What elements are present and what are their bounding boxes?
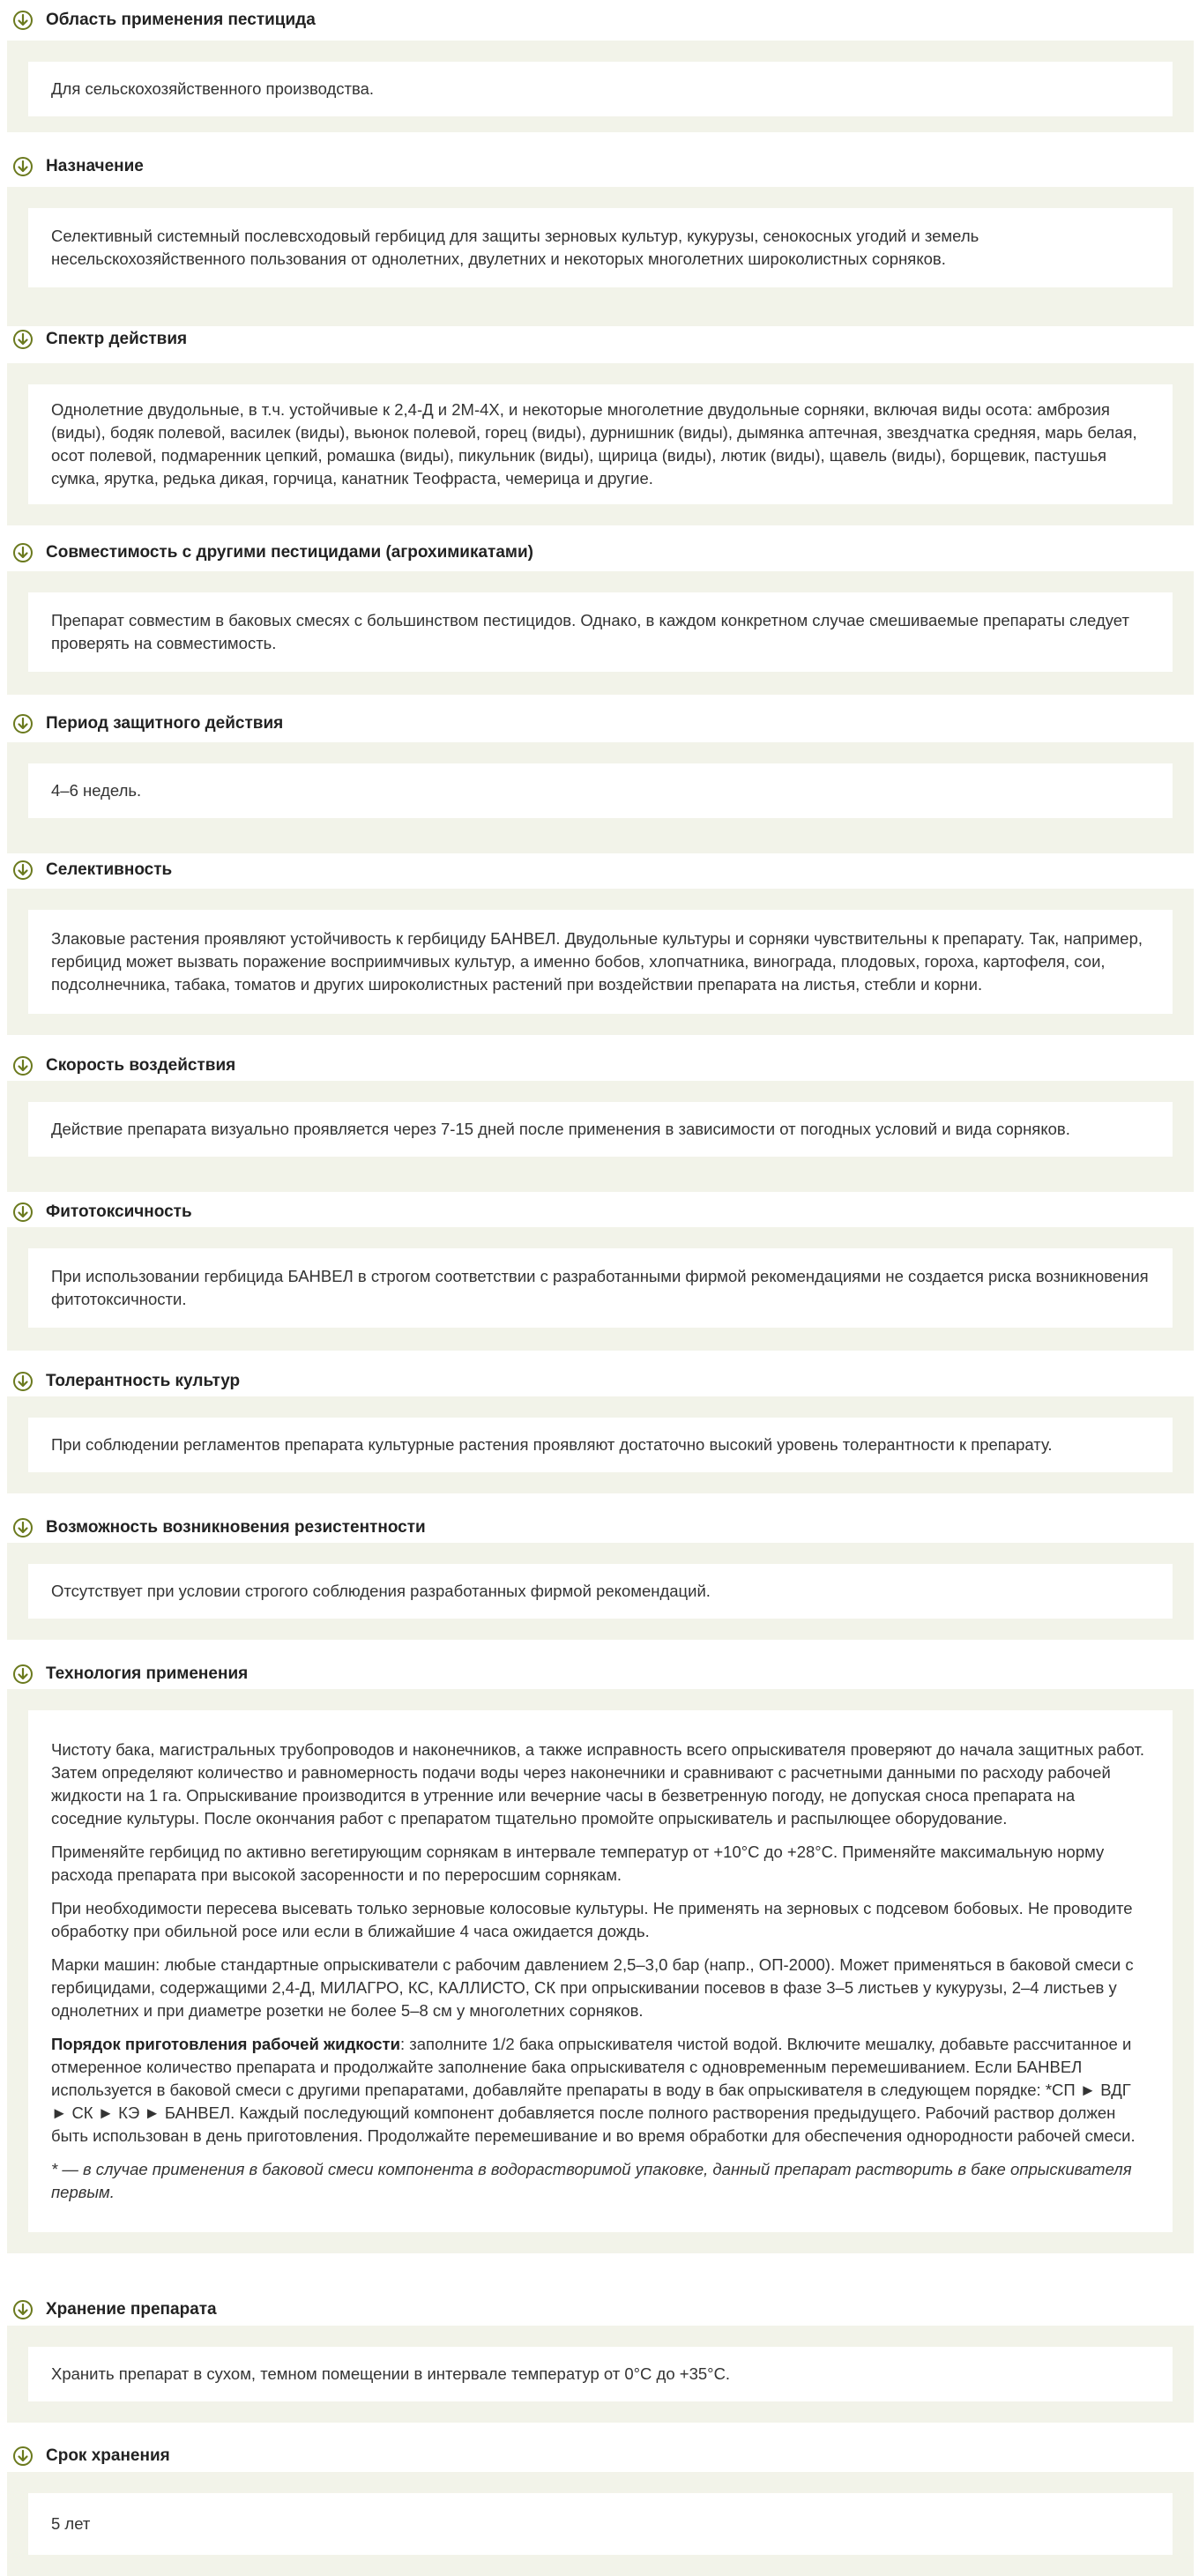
paragraph [51,779,1150,802]
arrow-down-circle-icon[interactable] [12,860,34,881]
accordion-section [0,705,1199,853]
section-title: Селективность [46,860,173,879]
paragraph [51,1954,1150,2022]
section-panel [7,363,1194,525]
section-content [28,2347,1173,2401]
paragraph [51,1738,1150,1830]
accordion-section [0,1513,1199,1640]
paragraph [51,398,1150,490]
paragraph-text: Однолетние двудольные, в т.ч. устойчивые к 2,4-Д и 2М-4Х, и некоторые многолетние двудольные сорняки, включая виды осота: амброзия (виды), бодяк полевой, василек (виды), вьюнок полевой, горец (виды), дурнишник (виды), дымянка аптечная, звездчатка средняя, марь белая, осот полевой, подмаренник цепкий, ромашка (виды), пикульник (виды), щирица (виды), лютик (виды), щавель (виды), борщевик, пастушья сумка, ярутка, редька дикая, горчица, канатник Теофраста, чемерица и другие. [51,400,1137,488]
section-panel [7,187,1194,326]
accordion-section [0,2294,1199,2423]
paragraph-text: Для сельскохозяйственного производства. [51,79,375,98]
paragraph-text: При использовании гербицида БАНВЕЛ в строгом соответствии с разработанными фирмой рекомендациями не создается риска возникновения фитотоксичности. [51,1267,1149,1308]
accordion-section [0,852,1199,1035]
section-title: Период защитного действия [46,714,284,733]
accordion-header[interactable] [0,1051,1199,1081]
accordion-header[interactable] [0,852,1199,889]
section-content [28,763,1173,818]
arrow-down-circle-icon[interactable] [12,10,34,31]
section-title: Спектр действия [46,330,188,348]
section-content [28,208,1173,287]
section-panel [7,1543,1194,1640]
arrow-down-circle-icon[interactable] [12,1517,34,1538]
arrow-down-circle-icon[interactable] [12,1664,34,1685]
section-content [28,1564,1173,1619]
accordion-section [0,1366,1199,1493]
arrow-down-circle-icon[interactable] [12,542,34,563]
section-panel [7,1227,1194,1351]
arrow-down-circle-icon[interactable] [12,156,34,177]
footnote [51,2158,1150,2204]
paragraph-lead: Порядок приготовления рабочей жидкости [51,2035,400,2053]
section-panel [7,571,1194,695]
paragraph [51,1841,1150,1887]
paragraph-text: Селективный системный послевсходовый гербицид для защиты зерновых культур, кукурузы, сенокосных угодий и земель несельскохозяйственного пользования от однолетних, двулетних и некоторых многолетних широколистных сорняков. [51,227,979,268]
paragraph-text: Чистоту бака, магистральных трубопроводов и наконечников, а также исправность всего опрыскивателя проверяют до начала защитных работ. Затем определяют количество и равномерность подачи воды через наконечники и сравнивают с расчетными данными по расходу рабочей жидкости на 1 га. Опрыскивание производится в утренние или вечерние часы в безветренную погоду, не допуская сноса препарата на соседние культуры. После окончания работ с препаратом тщательно промойте опрыскиватель и распылющее оборудование. [51,1740,1145,1828]
section-panel [7,1689,1194,2253]
section-title: Скорость воздействия [46,1056,236,1075]
paragraph [51,1580,1150,1603]
section-panel [7,889,1194,1035]
accordion-header[interactable] [0,1513,1199,1543]
accordion-header[interactable] [0,2294,1199,2326]
section-title: Совместимость с другими пестицидами (агрохимикатами) [46,543,533,562]
accordion-section [0,1051,1199,1192]
arrow-down-circle-icon[interactable] [12,1055,34,1076]
paragraph-text: Отсутствует при условии строгого соблюдения разработанных фирмой рекомендаций. [51,1582,711,1600]
section-content [28,592,1173,672]
accordion-section [0,0,1199,132]
section-content [28,2493,1173,2555]
paragraph-text: 5 лет [51,2514,91,2533]
section-content [28,384,1173,504]
paragraph [51,609,1150,655]
paragraph [51,225,1150,271]
accordion-section [0,146,1199,326]
paragraph-text: Злаковые растения проявляют устойчивость к гербициду БАНВЕЛ. Двудольные культуры и сорняки чувствительны к препарату. Так, например, гербицид может вызвать поражение восприимчивых культур, а именно бобов, хлопчатника, винограда, плодовых, гороха, картофеля, сои, подсолнечника, табака, томатов и других широколистных растений при воздействии препарата на листья, стебли и корни. [51,929,1143,994]
section-title: Область применения пестицида [46,11,316,29]
section-title: Фитотоксичность [46,1202,192,1221]
arrow-down-circle-icon[interactable] [12,2299,34,2320]
section-content [28,910,1173,1014]
accordion-header[interactable] [0,534,1199,571]
paragraph [51,1118,1150,1141]
accordion-header[interactable] [0,0,1199,41]
section-title: Срок хранения [46,2446,170,2465]
paragraph [51,2513,1150,2535]
arrow-down-circle-icon[interactable] [12,713,34,734]
section-panel [7,1081,1194,1192]
section-title: Возможность возникновения резистентности [46,1518,426,1537]
section-content [28,1418,1173,1472]
paragraph-text: При соблюдении регламентов препарата культурные растения проявляют достаточно высокий уровень толерантности к препарату. [51,1435,1053,1454]
paragraph-text: Применяйте гербицид по активно вегетирующим сорнякам в интервале температур от +10°С до +28°С. Применяйте максимальную норму расхода препарата при высокой засоренности и по переросшим сорнякам. [51,1843,1105,1884]
accordion-header[interactable] [0,146,1199,187]
paragraph-text: При необходимости пересева высевать только зерновые колосовые культуры. Не применять на зерновых с подсевом бобовых. Не проводите обработку при обильной росе или если в ближайшие 4 часа ожидается дождь. [51,1899,1133,1940]
section-panel [7,1396,1194,1493]
section-content [28,62,1173,116]
accordion-section [0,1197,1199,1351]
accordion-section [0,2440,1199,2576]
paragraph [51,2363,1150,2386]
paragraph-text: Препарат совместим в баковых смесях с большинством пестицидов. Однако, в каждом конкретном случае смешиваемые препараты следует проверять на совместимость. [51,611,1129,652]
paragraph [51,1265,1150,1311]
paragraph-text: Марки машин: любые стандартные опрыскиватели с рабочим давлением 2,5–3,0 бар (напр., ОП-2000). Может применяться в баковой смеси с гербицидами, содержащими 2,4-Д, МИЛАГРО, КС, КАЛЛИСТО, СК при опрыскивании посевов в фазе 3–5 листьев у кукурузы, 2–4 листьев у однолетних и при диаметре розетки не более 5–8 см у многолетних сорняков. [51,1955,1134,2020]
paragraph-text: Действие препарата визуально проявляется через 7-15 дней после применения в зависимости от погодных условий и вида сорняков. [51,1120,1070,1138]
paragraph [51,2033,1150,2148]
accordion-header[interactable] [0,1366,1199,1396]
paragraph [51,1897,1150,1943]
paragraph [51,1433,1150,1456]
accordion-section [0,534,1199,695]
paragraph [51,927,1150,996]
section-title: Назначение [46,157,144,175]
section-content [28,1248,1173,1328]
section-content [28,1710,1173,2232]
paragraph-text: * — в случае применения в баковой смеси компонента в водорастворимой упаковке, данный препарат растворить в баке опрыскивателя первым. [51,2160,1132,2201]
arrow-down-circle-icon[interactable] [12,2446,34,2467]
paragraph-text: Хранить препарат в сухом, темном помещении в интервале температур от 0°С до +35°С. [51,2364,731,2383]
accordion-header[interactable] [0,1197,1199,1227]
section-panel [7,2326,1194,2423]
accordion-header[interactable] [0,705,1199,742]
accordion-header[interactable] [0,1659,1199,1689]
accordion-section [0,316,1199,525]
section-content [28,1102,1173,1157]
paragraph-text: : заполните 1/2 бака опрыскивателя чистой водой. Включите мешалку, добавьте рассчитанное и отмеренное количество препарата и продолжайте заполнение бака опрыскивателя с одновременным перемешиванием. Если БАНВЕЛ используется в баковой смеси с другими препаратами, добавляйте препараты в воду в бак опрыскивателя в следующем порядке: *СП ► ВДГ ► СК ► КЭ ► БАНВЕЛ. Каждый последующий компонент добавляется после полного растворения предыдущего. Рабочий раствор должен быть использован в день приготовления. Продолжайте перемешивание и во время обработки для обеспечения однородности рабочей смеси. [51,2035,1136,2145]
section-panel [7,742,1194,853]
section-title: Технология применения [46,1664,249,1683]
section-title: Хранение препарата [46,2300,217,2319]
accordion-header[interactable] [0,2440,1199,2472]
accordion-header[interactable] [0,316,1199,363]
paragraph [51,78,1150,101]
arrow-down-circle-icon[interactable] [12,1202,34,1223]
section-panel [7,2472,1194,2576]
section-title: Толерантность культур [46,1372,241,1390]
section-panel [7,41,1194,132]
arrow-down-circle-icon[interactable] [12,1371,34,1392]
paragraph-text: 4–6 недель. [51,781,142,800]
arrow-down-circle-icon[interactable] [12,329,34,350]
accordion-section [0,1659,1199,2253]
